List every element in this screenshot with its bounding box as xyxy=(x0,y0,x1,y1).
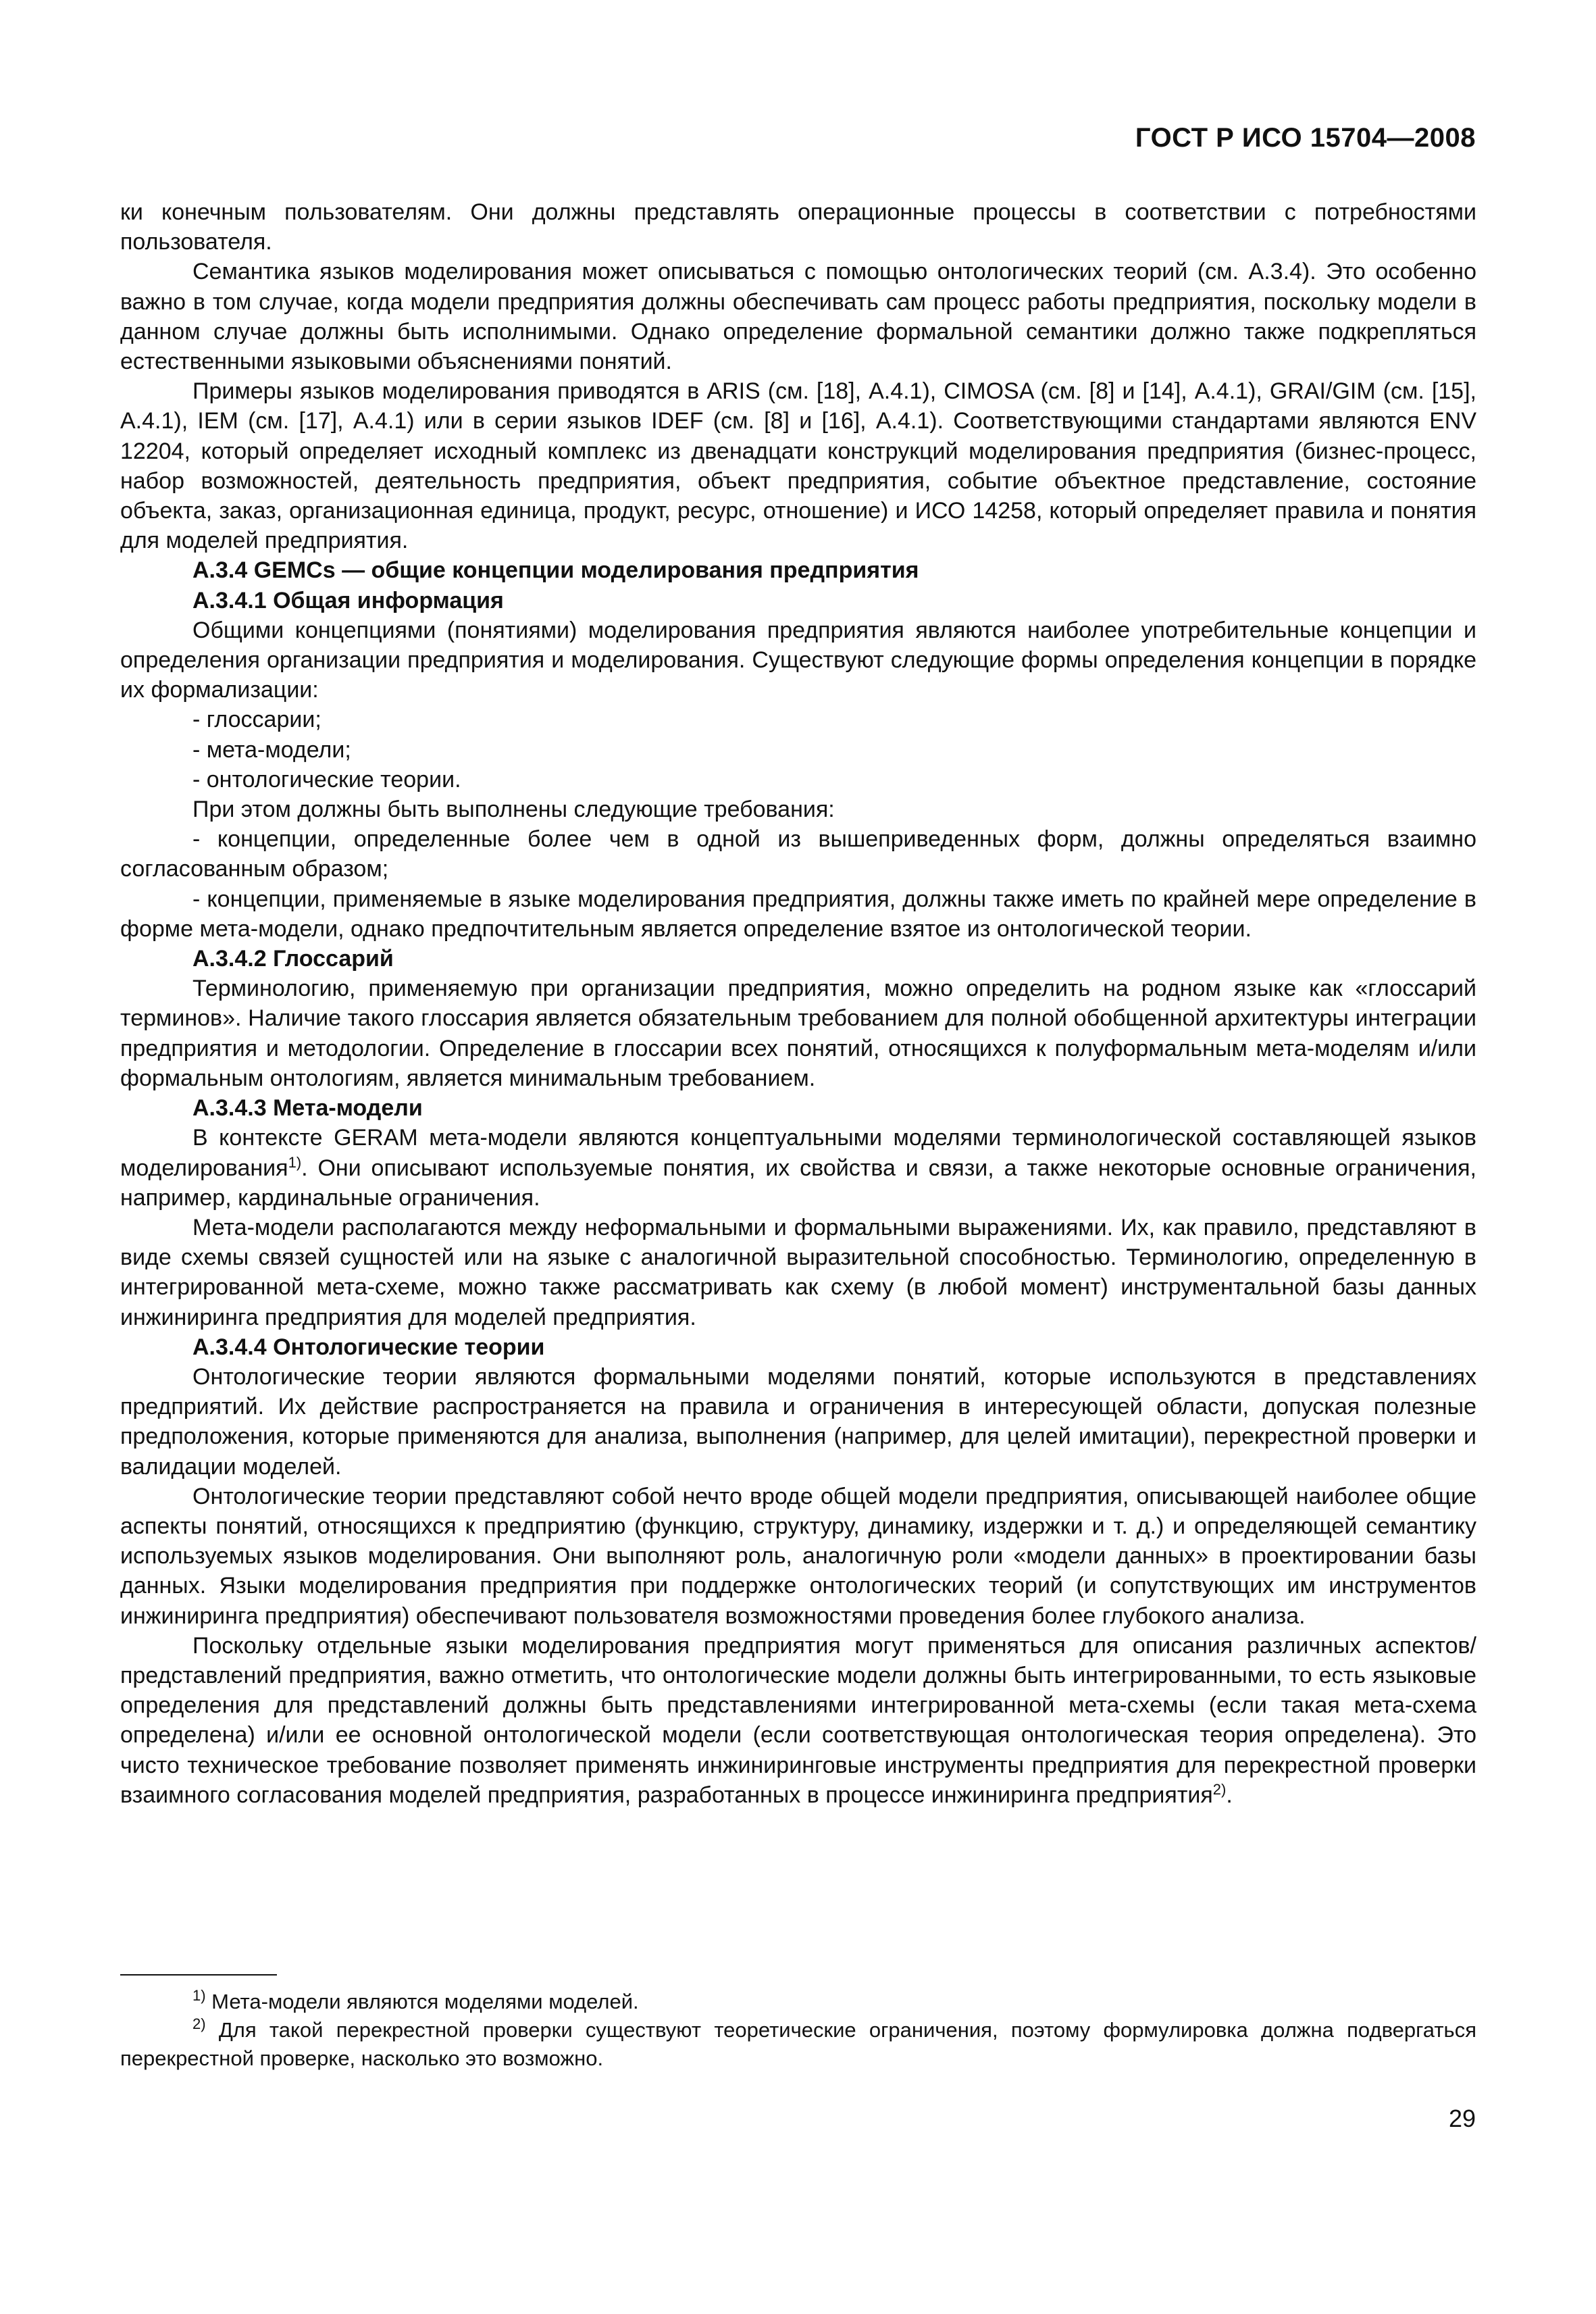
paragraph: ки конечным пользователям. Они должны представлять операционные процессы в соответствии с потребностями пользователя. xyxy=(120,199,1476,255)
list-item: - концепции, определенные более чем в одной из вышеприведенных форм, должны определяться взаимно согласованным образом; xyxy=(120,826,1476,882)
paragraph: Семантика языков моделирования может описываться с помощью онтологических теорий (см. А.3.4). Это особенно важно в том случае, когда модели предприятия должны обеспечивать сам процесс работы предприятия, поскольку модели в данном случае должны быть исполнимыми. Однако определение формальной семантики должно также подкрепляться естественными языковыми объяснениями понятий. xyxy=(120,259,1476,375)
paragraph-text: Поскольку отдельные языки моделирования предприятия могут применяться для описания различных аспектов/представлений предприятия, важно отметить, что онтологические модели должны быть интегрированными, то есть языковые определения для представлений должны быть представлениями интегрированной мета-схемы (если такая мета-схема определена) и/или ее основной онтологической модели (если соответствующая онтологическая теория определена). Это чисто техническое требование позволяет применять инжиниринговые инструменты предприятия для перекрестной проверки взаимного согласования моделей предприятия, разработанных в процессе инжиниринга предприятия xyxy=(120,1632,1476,1808)
footnote-reference[interactable]: 1) xyxy=(288,1153,302,1171)
paragraph xyxy=(120,1631,1476,1810)
subsection-heading: А.3.4.1 Общая информация xyxy=(192,587,504,613)
subsection-heading: А.3.4.3 Мета-модели xyxy=(192,1095,423,1122)
paragraph: Мета-модели располагаются между неформальными и формальными выражениями. Их, как правило, представляют в виде схемы связей сущностей или на языке с аналогичной выразительной способностью. Терминологию, определенную в интегрированной мета-схеме, можно также рассматривать как схему (в любой момент) инструментальной базы данных инжиниринга предприятия для моделей предприятия. xyxy=(120,1214,1476,1330)
paragraph: Общими концепциями (понятиями) моделирования предприятия являются наиболее употребительные концепции и определения организации предприятия и моделирования. Существуют следующие формы определения концепции в порядке их формализации: xyxy=(120,617,1476,703)
paragraph: При этом должны быть выполнены следующие требования: xyxy=(192,797,835,823)
section-heading: А.3.4 GEMCs — общие концепции моделирования предприятия xyxy=(192,557,919,584)
paragraph xyxy=(120,1123,1476,1213)
body-text xyxy=(120,197,1476,1810)
footnote-mark: 1) xyxy=(192,1987,206,2004)
paragraph: Онтологические теории представляют собой нечто вроде общей модели предприятия, описывающей наиболее общие аспекты понятий, относящихся к предприятию (функцию, структуру, динамику, издержки и т. д.) и определяющей семантику используемых языков моделирования. Они выполняют роль, аналогичную роли «модели данных» в проектировании базы данных. Языки моделирования предприятия при поддержке онтологических теорий (и сопутствующих им инструментов инжиниринга предприятия) обеспечивают пользователя возможностями проведения более глубокого анализа. xyxy=(120,1483,1476,1629)
footnote xyxy=(120,1988,1476,2016)
paragraph-text: . Они описывают используемые понятия, их свойства и связи, а также некоторые основные ограничения, например, кардинальные ограничения. xyxy=(120,1155,1476,1211)
paragraph-text: . xyxy=(1226,1782,1233,1808)
footnote-text: Мета-модели являются моделями моделей. xyxy=(205,1990,639,2013)
footnote-reference[interactable]: 2) xyxy=(1212,1780,1227,1798)
paragraph: Примеры языков моделирования приводятся в ARIS (см. [18], А.4.1), CIMOSA (см. [8] и [14], А.4.1), GRAI/GIM (см. [15], А.4.1), IEM (см. [17], А.4.1) или в серии языков IDEF (см. [8] и [16], А.4.1). Соответствующими стандартами являются ENV 12204, который определяет исходный комплекс из двенадцати конструкций моделирования предприятия (бизнес-процесс, набор возможностей, деятельность предприятия, объект предприятия, событие объектное представление, состояние объекта, заказ, организационная единица, продукт, ресурс, отношение) и ИСО 14258, который определяет правила и понятия для моделей предприятия. xyxy=(120,378,1476,554)
paragraph: Терминологию, применяемую при организации предприятия, можно определить на родном языке как «глоссарий терминов». Наличие такого глоссария является обязательным требованием для полной обобщенной архитектуры интеграции предприятия и методологии. Определение в глоссарии всех понятий, относящихся к полуформальным мета-моделям и/или формальным онтологиям, является минимальным требованием. xyxy=(120,976,1476,1091)
footnote xyxy=(120,2016,1476,2073)
footnote-text: Для такой перекрестной проверки существуют теоретические ограничения, поэтому формулировка должна подвергаться перекрестной проверке, насколько это возможно. xyxy=(120,2018,1476,2070)
footnotes xyxy=(120,1988,1476,2073)
subsection-heading: А.3.4.2 Глоссарий xyxy=(192,946,394,972)
paragraph-text: В контексте GERAM мета-модели являются концептуальными моделями терминологической составляющей языков моделирования xyxy=(120,1125,1476,1181)
subsection-heading: А.3.4.4 Онтологические теории xyxy=(192,1334,545,1360)
list-item: - онтологические теории. xyxy=(192,766,461,793)
footnote-mark: 2) xyxy=(192,2015,206,2032)
page-number: 29 xyxy=(1448,2105,1476,2132)
document-standard-id: ГОСТ Р ИСО 15704—2008 xyxy=(1135,123,1476,153)
list-item: - глоссарии; xyxy=(192,707,321,733)
paragraph: Онтологические теории являются формальными моделями понятий, которые используются в представлениях предприятий. Их действие распространяется на правила и ограничения в интересующей области, допуская полезные предположения, которые применяются для анализа, выполнения (например, для целей имитации), перекрестной проверки и валидации моделей. xyxy=(120,1363,1476,1480)
list-item: - мета-модели; xyxy=(192,736,351,763)
list-item: - концепции, применяемые в языке моделирования предприятия, должны также иметь по крайней мере определение в форме мета-модели, однако предпочтительным является определение взятое из онтологической теории. xyxy=(120,886,1476,942)
footnote-divider xyxy=(120,1974,277,1976)
